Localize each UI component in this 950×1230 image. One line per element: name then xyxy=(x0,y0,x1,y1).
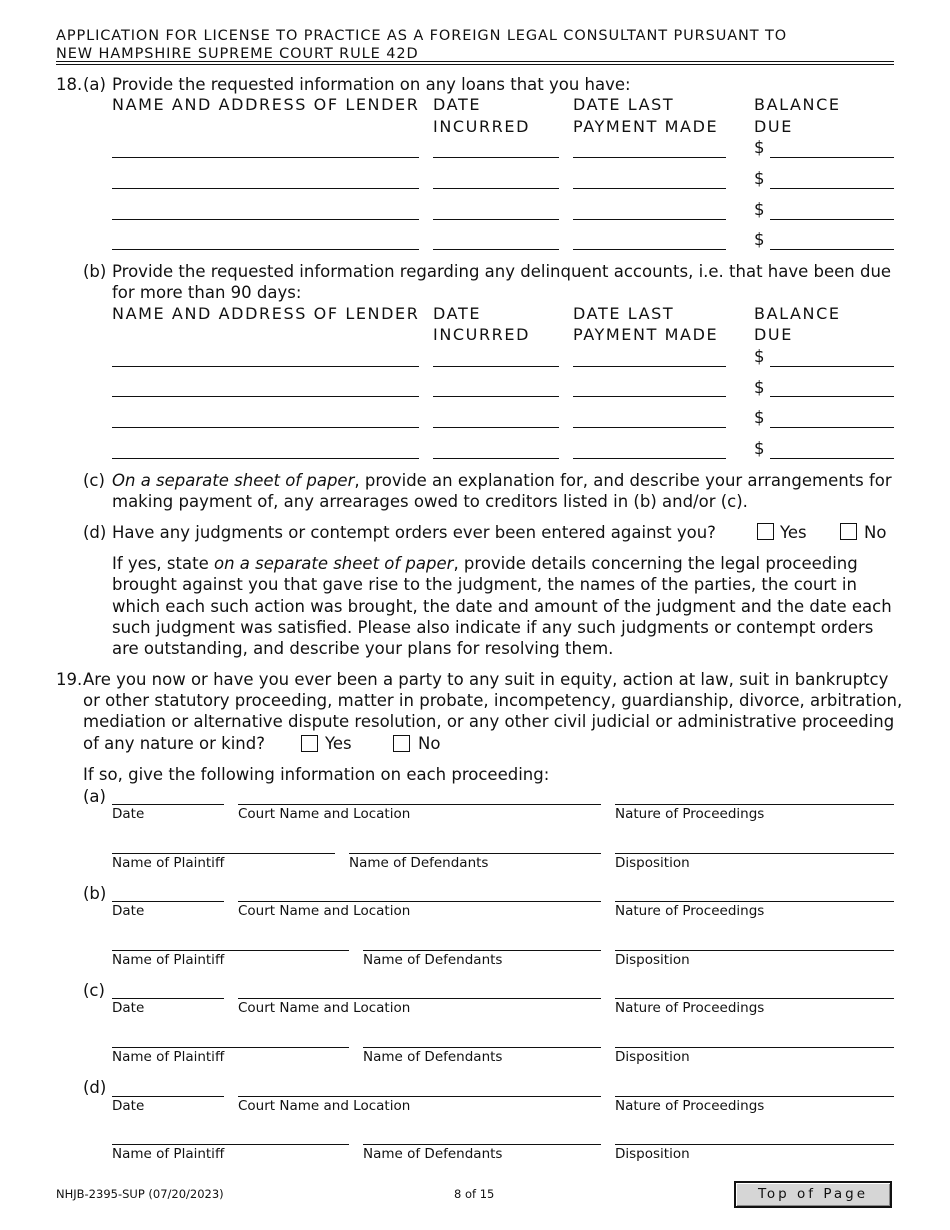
proceeding-defendants-field[interactable] xyxy=(363,950,601,951)
form-id: NHJB-2395-SUP (07/20/2023) xyxy=(56,1187,224,1201)
delinquent-date-last-field[interactable] xyxy=(573,427,726,428)
col-balance-a-2: DUE xyxy=(754,117,793,136)
delinquent-lender-field[interactable] xyxy=(112,396,419,397)
detail-start: If yes, state xyxy=(112,554,214,573)
form-title-line2: NEW HAMPSHIRE SUPREME COURT RULE 42D xyxy=(56,46,419,62)
detail-rest: , provide details concerning the legal proceeding brought against you that gave rise to the judgment, the names of the parties, the court in which each such action was brought, the date and amount of the judgment and the date each such judgment was satisfied. Please also indicate if any such judgments or contempt orders are outstanding, and describe your plans for resolving them. xyxy=(112,554,892,659)
col-date-incurred-a: DATE xyxy=(433,95,482,114)
delinquent-date-last-field[interactable] xyxy=(573,396,726,397)
proceeding-defendants-field[interactable] xyxy=(363,1144,601,1145)
party-suit-yes-checkbox[interactable] xyxy=(301,735,318,752)
question-19-number: 19. xyxy=(56,670,83,689)
proceeding-disposition-field[interactable] xyxy=(615,1047,894,1048)
disposition-label: Disposition xyxy=(615,1146,690,1162)
defendants-label: Name of Defendants xyxy=(349,855,489,871)
nature-label: Nature of Proceedings xyxy=(615,1000,765,1016)
loan-date-last-field[interactable] xyxy=(573,157,726,158)
proceeding-nature-field[interactable] xyxy=(615,901,894,902)
disposition-label: Disposition xyxy=(615,1049,690,1065)
loan-balance-field[interactable] xyxy=(770,249,894,250)
nature-label: Nature of Proceedings xyxy=(615,1098,765,1114)
court-label: Court Name and Location xyxy=(238,903,411,919)
proceeding-defendants-field[interactable] xyxy=(363,1047,601,1048)
proceeding-disposition-field[interactable] xyxy=(615,950,894,951)
col-lender-b: NAME AND ADDRESS OF LENDER xyxy=(112,304,420,323)
loan-lender-field[interactable] xyxy=(112,249,419,250)
proceeding-date-field[interactable] xyxy=(112,998,224,999)
col-date-last-a: DATE LAST xyxy=(573,95,675,114)
page-number: 8 of 15 xyxy=(454,1187,495,1201)
col-balance-a: BALANCE xyxy=(754,95,841,114)
col-date-incurred-b: DATE xyxy=(433,304,482,323)
delinquent-date-incurred-field[interactable] xyxy=(433,458,559,459)
top-of-page-button[interactable]: Top of Page xyxy=(734,1181,892,1208)
proceeding-plaintiff-field[interactable] xyxy=(112,853,335,854)
loan-date-last-field[interactable] xyxy=(573,188,726,189)
date-label: Date xyxy=(112,1098,145,1114)
loan-date-incurred-field[interactable] xyxy=(433,219,559,220)
question-18b-line1: Provide the requested information regarding any delinquent accounts, i.e. that have been due xyxy=(112,262,892,281)
proceeding-block-letter: (a) xyxy=(83,787,106,806)
delinquent-date-last-field[interactable] xyxy=(573,458,726,459)
delinquent-date-incurred-field[interactable] xyxy=(433,396,559,397)
plaintiff-label: Name of Plaintiff xyxy=(112,1146,225,1162)
delinquent-date-incurred-field[interactable] xyxy=(433,427,559,428)
defendants-label: Name of Defendants xyxy=(363,1146,503,1162)
question-18b-line2: for more than 90 days: xyxy=(112,283,302,302)
proceeding-block-letter: (b) xyxy=(83,884,107,903)
proceeding-court-field[interactable] xyxy=(238,998,601,999)
proceeding-court-field[interactable] xyxy=(238,804,601,805)
loan-lender-field[interactable] xyxy=(112,157,419,158)
dollar-sign: $ xyxy=(754,138,765,157)
proceeding-block-letter: (c) xyxy=(83,981,105,1000)
delinquent-balance-field[interactable] xyxy=(770,458,894,459)
dollar-sign: $ xyxy=(754,169,765,188)
header-rule-top xyxy=(56,61,894,62)
question-18c-line2: making payment of, any arrearages owed to creditors listed in (b) and/or (c). xyxy=(112,492,748,511)
defendants-label: Name of Defendants xyxy=(363,952,503,968)
disposition-label: Disposition xyxy=(615,855,690,871)
question-18-number: 18. xyxy=(56,75,83,94)
question-18b-letter: (b) xyxy=(83,262,107,281)
proceeding-disposition-field[interactable] xyxy=(615,1144,894,1145)
delinquent-balance-field[interactable] xyxy=(770,396,894,397)
loan-balance-field[interactable] xyxy=(770,188,894,189)
col-lender-a: NAME AND ADDRESS OF LENDER xyxy=(112,95,420,114)
loan-balance-field[interactable] xyxy=(770,157,894,158)
plaintiff-label: Name of Plaintiff xyxy=(112,855,225,871)
plaintiff-label: Name of Plaintiff xyxy=(112,1049,225,1065)
question-18c-letter: (c) xyxy=(83,471,105,490)
disposition-label: Disposition xyxy=(615,952,690,968)
proceeding-defendants-field[interactable] xyxy=(349,853,601,854)
court-label: Court Name and Location xyxy=(238,1000,411,1016)
proceeding-date-field[interactable] xyxy=(112,901,224,902)
question-18d-letter: (d) xyxy=(83,523,107,542)
question-18a-letter: (a) xyxy=(83,75,106,94)
loan-date-incurred-field[interactable] xyxy=(433,249,559,250)
delinquent-balance-field[interactable] xyxy=(770,366,894,367)
separate-sheet-emphasis: On a separate sheet of paper xyxy=(112,471,355,490)
delinquent-balance-field[interactable] xyxy=(770,427,894,428)
proceeding-nature-field[interactable] xyxy=(615,1096,894,1097)
date-label: Date xyxy=(112,903,145,919)
proceeding-date-field[interactable] xyxy=(112,804,224,805)
col-date-incurred-a-2: INCURRED xyxy=(433,117,531,136)
dollar-sign: $ xyxy=(754,408,765,427)
question-19-line2: or other statutory proceeding, matter in probate, incompetency, guardianship, divorce, arbitration, xyxy=(83,691,903,710)
loan-lender-field[interactable] xyxy=(112,188,419,189)
question-18d-detail xyxy=(112,553,894,659)
question-19-line1: Are you now or have you ever been a party to any suit in equity, action at law, suit in bankruptcy xyxy=(83,670,889,689)
header-rule-bottom xyxy=(56,64,894,65)
proceeding-nature-field[interactable] xyxy=(615,998,894,999)
dollar-sign: $ xyxy=(754,200,765,219)
col-balance-b-2: DUE xyxy=(754,325,793,344)
court-label: Court Name and Location xyxy=(238,806,411,822)
delinquent-lender-field[interactable] xyxy=(112,366,419,367)
proceeding-plaintiff-field[interactable] xyxy=(112,1144,349,1145)
question-18c-line1-rest: , provide an explanation for, and describe your arrangements for xyxy=(354,471,892,490)
nature-label: Nature of Proceedings xyxy=(615,903,765,919)
col-balance-b: BALANCE xyxy=(754,304,841,323)
question-19-line4: of any nature or kind? xyxy=(83,734,265,753)
detail-italic: on a separate sheet of paper xyxy=(213,554,454,573)
delinquent-date-last-field[interactable] xyxy=(573,366,726,367)
loan-date-incurred-field[interactable] xyxy=(433,188,559,189)
col-date-last-b-2: PAYMENT MADE xyxy=(573,325,719,344)
dollar-sign: $ xyxy=(754,378,765,397)
proceeding-block-letter: (d) xyxy=(83,1078,107,1097)
date-label: Date xyxy=(112,1000,145,1016)
form-title-line1: APPLICATION FOR LICENSE TO PRACTICE AS A FOREIGN LEGAL CONSULTANT PURSUANT TO xyxy=(56,28,788,44)
judgments-no-label: No xyxy=(864,523,887,542)
delinquent-lender-field[interactable] xyxy=(112,458,419,459)
dollar-sign: $ xyxy=(754,230,765,249)
loan-date-last-field[interactable] xyxy=(573,249,726,250)
court-label: Court Name and Location xyxy=(238,1098,411,1114)
proceeding-date-field[interactable] xyxy=(112,1096,224,1097)
col-date-last-a-2: PAYMENT MADE xyxy=(573,117,719,136)
loan-date-incurred-field[interactable] xyxy=(433,157,559,158)
party-suit-no-checkbox[interactable] xyxy=(393,735,410,752)
delinquent-date-incurred-field[interactable] xyxy=(433,366,559,367)
dollar-sign: $ xyxy=(754,347,765,366)
loan-lender-field[interactable] xyxy=(112,219,419,220)
question-18d-text: Have any judgments or contempt orders ever been entered against you? xyxy=(112,523,716,542)
proceeding-disposition-field[interactable] xyxy=(615,853,894,854)
proceeding-court-field[interactable] xyxy=(238,901,601,902)
proceeding-nature-field[interactable] xyxy=(615,804,894,805)
loan-balance-field[interactable] xyxy=(770,219,894,220)
question-19-intro: If so, give the following information on each proceeding: xyxy=(83,765,550,784)
question-18a-text: Provide the requested information on any loans that you have: xyxy=(112,75,631,94)
judgments-yes-label: Yes xyxy=(780,523,807,542)
judgments-yes-checkbox[interactable] xyxy=(757,523,774,540)
question-18c-line1 xyxy=(112,470,892,491)
proceeding-plaintiff-field[interactable] xyxy=(112,950,349,951)
judgments-no-checkbox[interactable] xyxy=(840,523,857,540)
col-date-incurred-b-2: INCURRED xyxy=(433,325,531,344)
proceeding-court-field[interactable] xyxy=(238,1096,601,1097)
nature-label: Nature of Proceedings xyxy=(615,806,765,822)
proceeding-plaintiff-field[interactable] xyxy=(112,1047,349,1048)
loan-date-last-field[interactable] xyxy=(573,219,726,220)
defendants-label: Name of Defendants xyxy=(363,1049,503,1065)
question-19-line3: mediation or alternative dispute resolution, or any other civil judicial or administrative proceeding xyxy=(83,712,895,731)
party-suit-yes-label: Yes xyxy=(325,734,352,753)
plaintiff-label: Name of Plaintiff xyxy=(112,952,225,968)
col-date-last-b: DATE LAST xyxy=(573,304,675,323)
delinquent-lender-field[interactable] xyxy=(112,427,419,428)
party-suit-no-label: No xyxy=(418,734,441,753)
date-label: Date xyxy=(112,806,145,822)
dollar-sign: $ xyxy=(754,439,765,458)
